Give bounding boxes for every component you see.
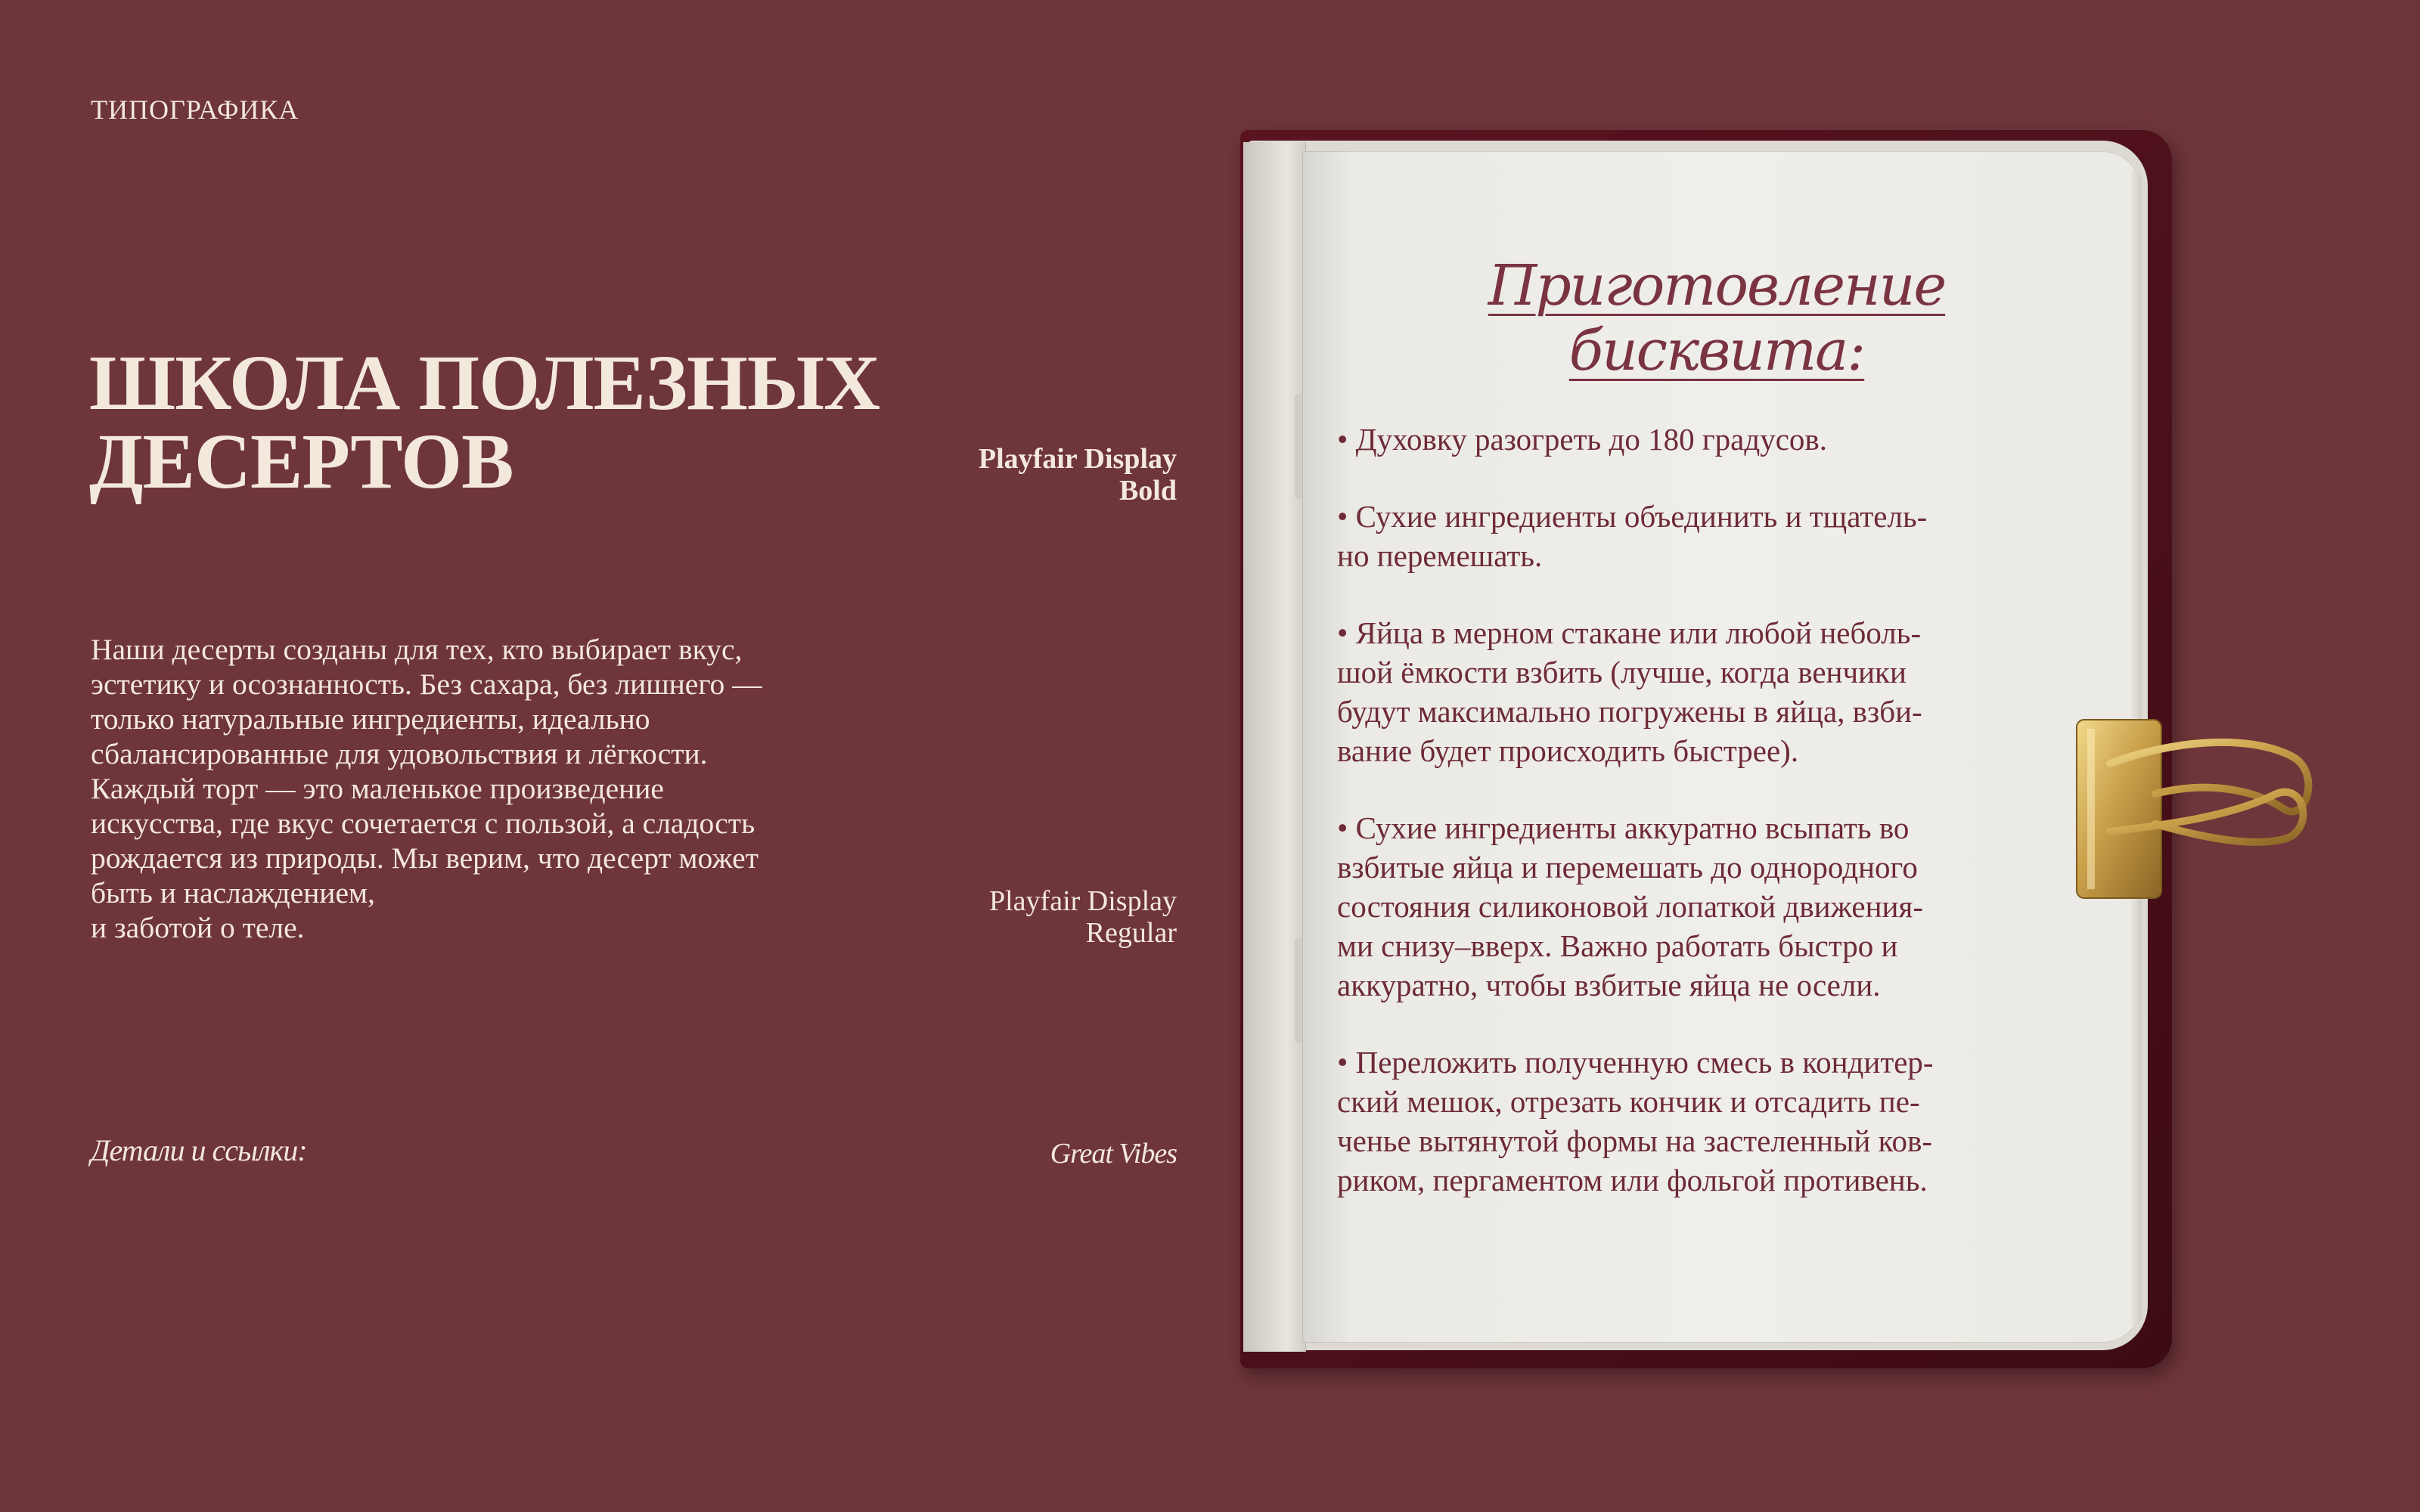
step-line: • Духовку разогреть до 180 градусов. [1337,422,1828,457]
step-line: будут максимально погружены в яйца, взби- [1337,694,1922,729]
step-line: ский мешок, отрезать кончик и отсадить пе- [1337,1084,1920,1119]
font-note-bold [979,443,1177,507]
body-line: сбалансированные для удовольствия и лёгкости. [91,737,708,770]
font-name: Playfair Display [978,443,1177,475]
step-line: • Яйца в мерном стакане или любой неболь- [1337,615,1922,650]
step-line: но перемешать. [1337,538,1543,573]
body-line: искусства, где вкус сочетается с пользой, а сладость [91,807,755,840]
step-line: • Переложить полученную смесь в кондитер- [1337,1045,1934,1080]
recipe-step [1337,1043,2063,1200]
font-note-script: Great Vibes [1050,1138,1177,1170]
binding-stitch [1295,393,1302,499]
details-label: Детали и ссылки: [91,1133,307,1167]
step-line: • Сухие ингредиенты аккуратно всыпать во [1337,810,1910,845]
step-line: вание будет происходить быстрее). [1337,733,1799,768]
body-line: Наши десерты созданы для тех, кто выбирает вкус, [91,633,743,666]
step-line: риком, пергаментом или фольгой противень. [1337,1163,1928,1198]
font-note-regular [989,885,1177,949]
page-title [89,339,906,505]
title-line: ДЕСЕРТОВ [89,418,513,505]
font-weight: Regular [1085,917,1177,949]
recipe-step [1337,613,2063,770]
step-line: шой ёмкости взбить (лучше, когда венчики [1337,655,1907,689]
section-label: ТИПОГРАФИКА [91,94,299,125]
recipe-step [1337,420,2063,459]
step-line: ми снизу–вверх. Важно работать быстро и [1337,928,1898,963]
binding-stitch [1295,937,1302,1043]
recipe-step [1337,808,2063,1005]
body-line: Каждый торт — это маленькое произведение [91,772,664,805]
recipe-title: Приготовление бисквита: [1488,253,1946,383]
body-line: только натуральные ингредиенты, идеально [91,702,650,736]
font-name: Playfair Display [988,885,1177,917]
recipe-step [1337,497,2063,575]
title-line: ШКОЛА ПОЛЕЗНЫХ [89,339,880,426]
binder-clip-icon [2065,711,2322,907]
recipe-steps [1337,420,2063,1238]
font-weight: Bold [1118,475,1177,507]
body-paragraph [91,632,908,945]
body-line: эстетику и осознанность. Без сахара, без лишнего — [91,668,762,701]
body-line: и заботой о теле. [91,911,305,944]
body-line: рождается из природы. Мы верим, что десерт может [91,841,759,875]
step-line: аккуратно, чтобы взбитые яйца не осели. [1337,968,1881,1002]
step-line: состояния силиконовой лопаткой движения- [1337,889,1923,924]
body-line: быть и наслаждением, [91,876,375,909]
step-line: взбитые яйца и перемешать до однородного [1337,850,1918,885]
notebook-spine-page [1243,142,1306,1352]
step-line: • Сухие ингредиенты объединить и тщатель- [1337,499,1928,534]
step-line: ченье вытянутой формы на застеленный ков- [1337,1123,1932,1158]
